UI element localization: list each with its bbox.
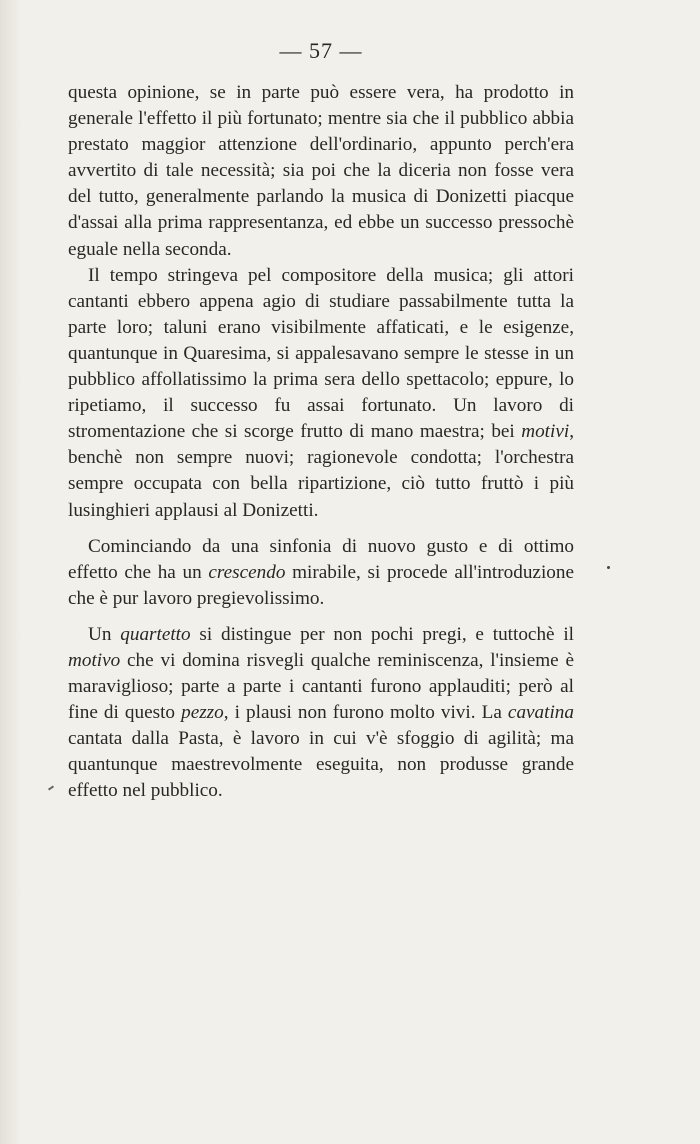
text-run: , benchè non sempre nuovi; ragionevole condotta; l'orchestra sempre occupata con bella ripartizione, ciò tutto fruttò i più lusinghieri applausi al Donizetti. bbox=[68, 421, 574, 521]
body-text bbox=[68, 80, 574, 805]
text-run: Il tempo stringeva pel compositore della musica; gli attori cantanti ebbero appena agio di studiare passabilmente tutta la parte loro; taluni erano visibilmente affaticati, e le esigenze, quantunque in Quaresima, si appalesavano sempre le stesse in un pubblico affollatissimo la prima sera dello spettacolo; eppure, lo ripetiamo, il successo fu assai fortunato. Un lavoro di stromentazione che si scorge frutto di mano maestra; bei bbox=[68, 264, 574, 443]
text-run: si distingue per non pochi pregi, e tuttochè il bbox=[190, 623, 575, 645]
paragraph-3 bbox=[68, 534, 574, 612]
italic-term: motivo bbox=[68, 649, 121, 671]
ink-speck bbox=[607, 566, 610, 569]
italic-term: quartetto bbox=[120, 623, 191, 645]
page-number: — 57 — bbox=[279, 38, 363, 63]
paragraph-1 bbox=[68, 80, 574, 263]
italic-term: cavatina bbox=[507, 702, 574, 724]
text-run: Cominciando da una sinfonia di nuovo gusto e di ottimo effetto che ha un bbox=[68, 535, 574, 583]
page-edge-shadow bbox=[0, 0, 22, 1144]
italic-term: motivi bbox=[521, 421, 570, 443]
italic-term: crescendo bbox=[208, 561, 286, 583]
text-run: questa opinione, se in parte può essere vera, ha prodotto in generale l'effetto il più fortunato; mentre sia che il pubblico abbia prestato maggior attenzione dell'ordinario, appunto perch'era avvertito di tale necessità; sia poi che la diceria non fosse vera del tutto, generalmente parlando la musica di Donizetti piacque d'assai alla prima rappresentanza, ed ebbe un successo pressochè eguale nella seconda. bbox=[68, 82, 574, 260]
paragraph-4 bbox=[68, 622, 574, 805]
text-run: che vi domina risvegli qualche reminiscenza, l'insieme è maraviglioso; parte a parte i cantanti furono applauditi; però al fine di questo bbox=[68, 649, 574, 724]
ink-speck bbox=[48, 785, 54, 790]
text-run: mirabile, si procede all'introduzione che è pur lavoro pregievolissimo. bbox=[68, 561, 574, 609]
paragraph-2 bbox=[68, 263, 574, 524]
italic-term: pezzo bbox=[181, 702, 224, 724]
book-page bbox=[68, 38, 574, 805]
text-run: , i plausi non furono molto vivi. La bbox=[223, 702, 508, 724]
text-run: cantata dalla Pasta, è lavoro in cui v'è sfoggio di agilità; ma quantunque maestrevolmente eseguita, non produsse grande effetto nel pubblico. bbox=[68, 728, 574, 802]
text-run: Un bbox=[88, 623, 121, 645]
